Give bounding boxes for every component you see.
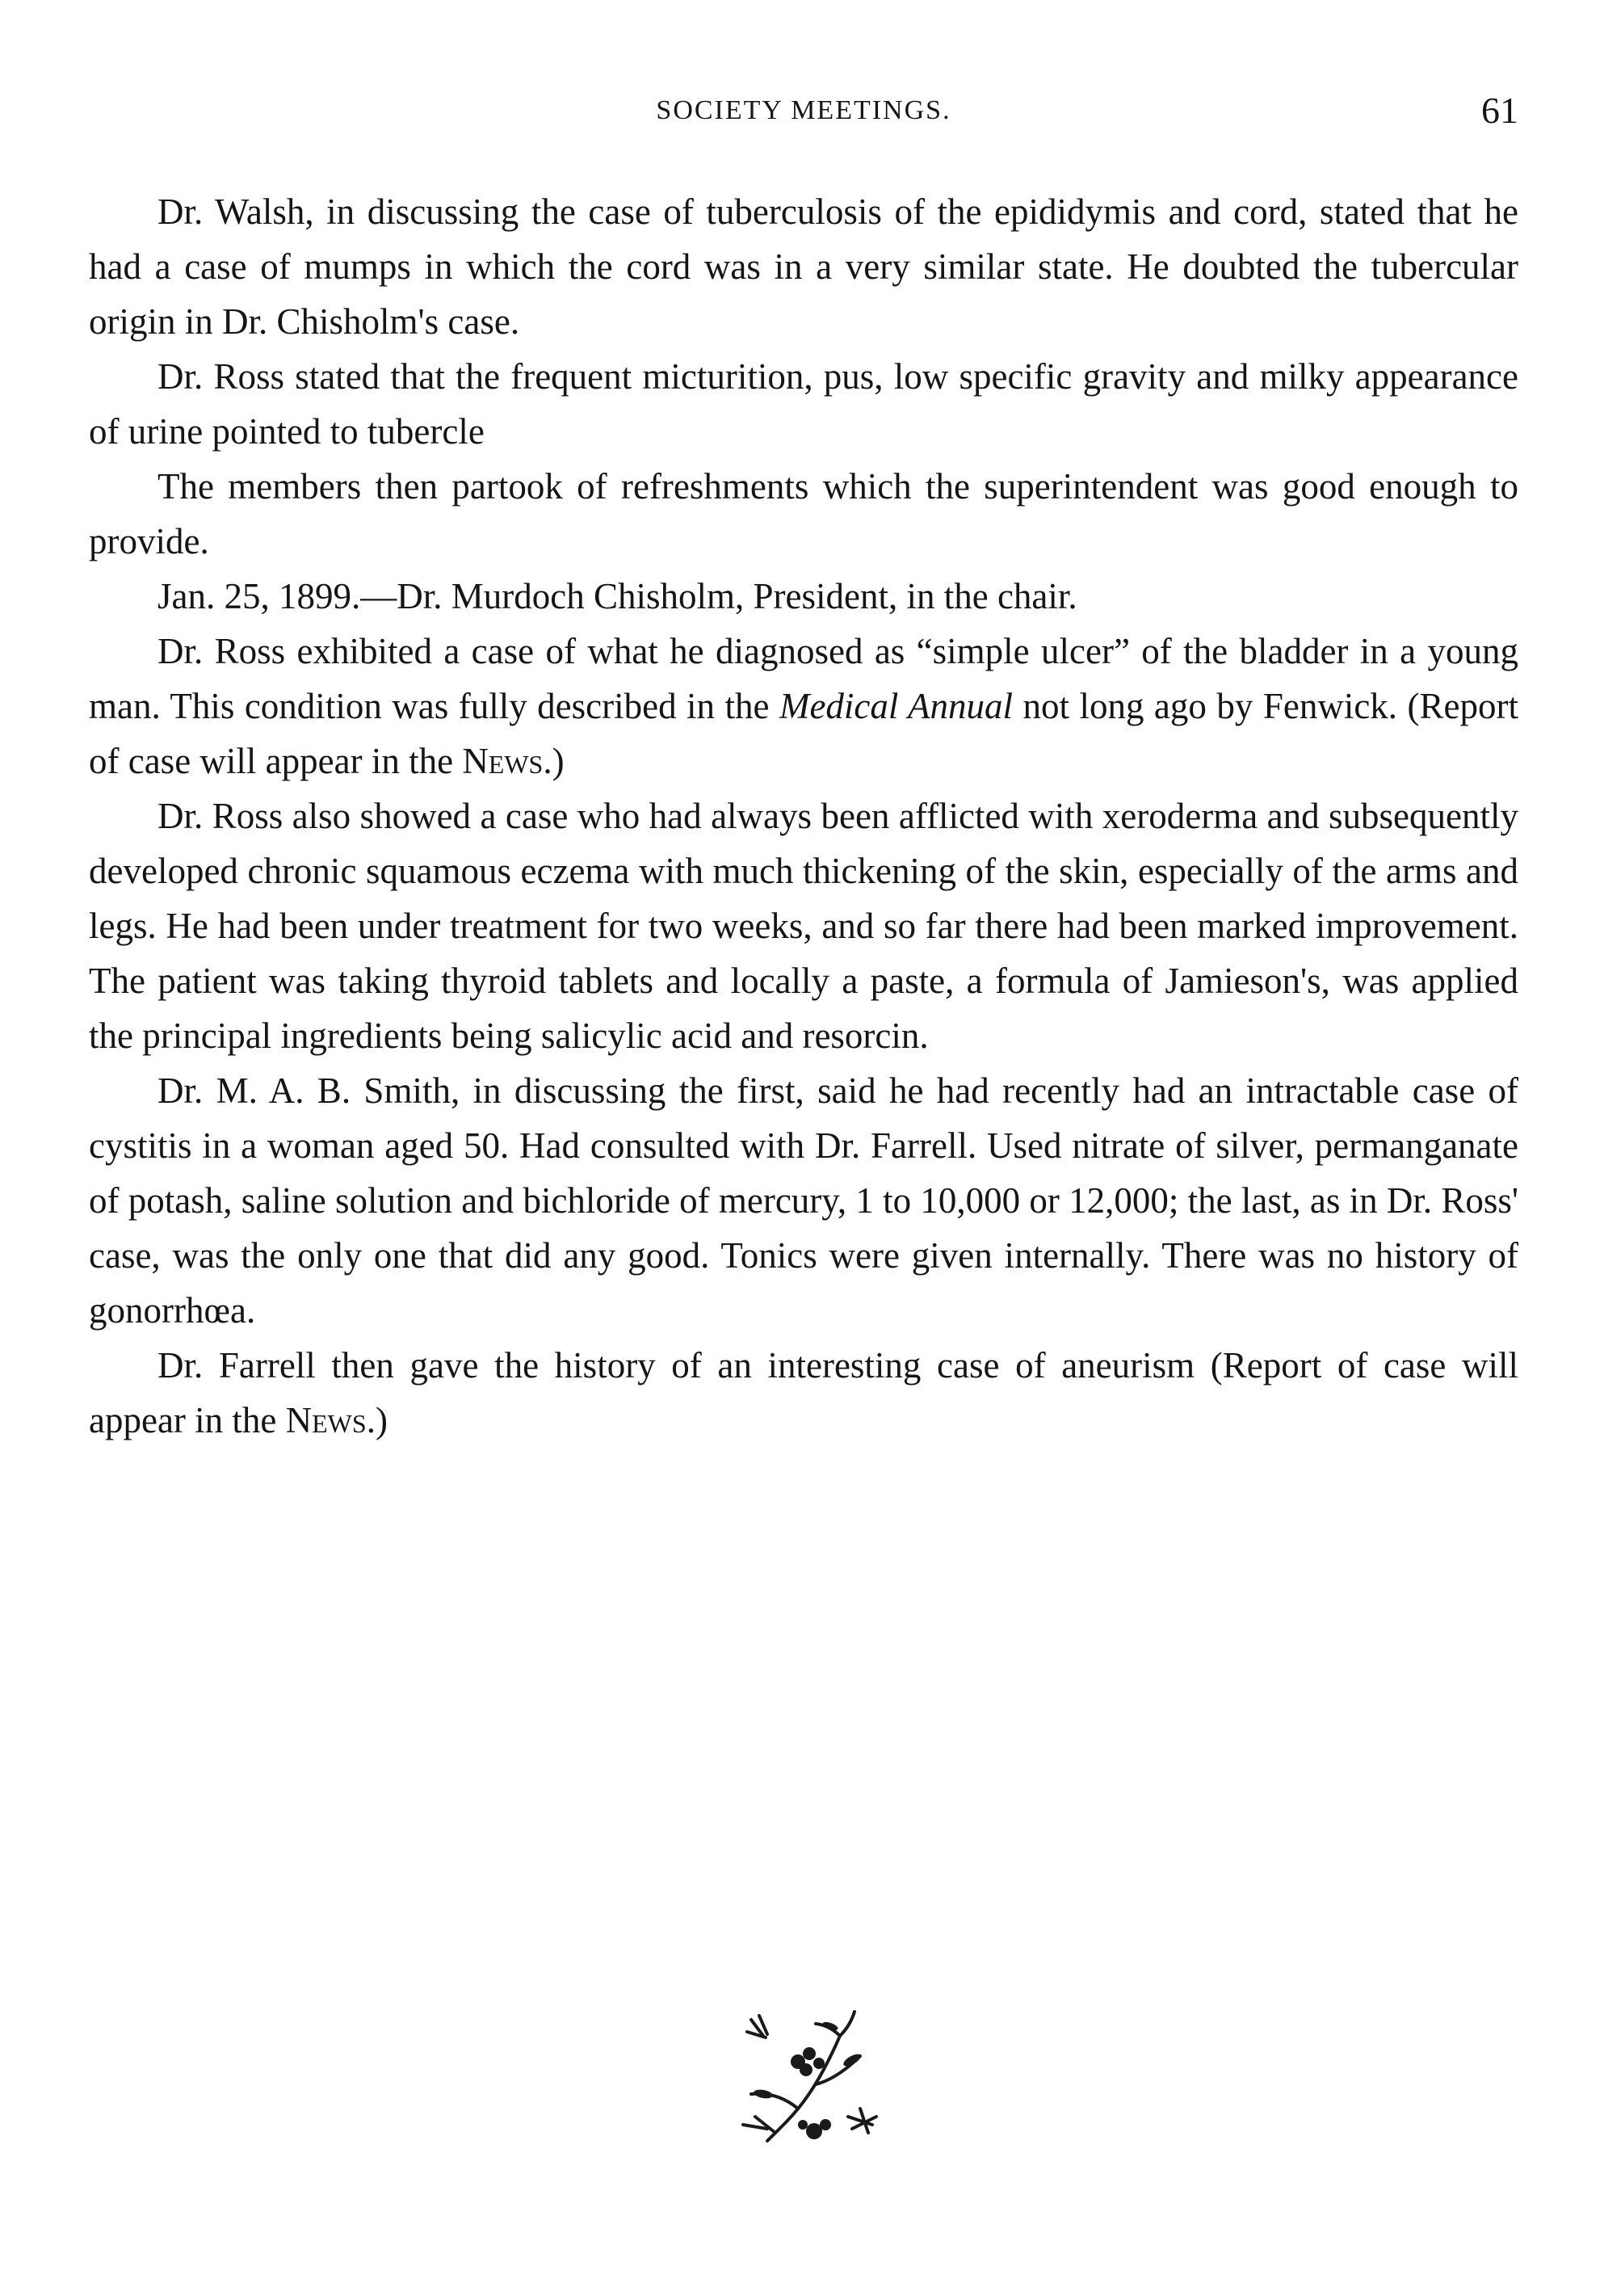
body-text <box>89 184 1518 1448</box>
paragraph-text: .) <box>366 1400 388 1440</box>
running-title: SOCIETY MEETINGS. <box>656 95 951 125</box>
journal-title: Medical Annual <box>779 686 1014 726</box>
paragraph-refreshments: The members then partook of refreshments which the superintendent was good enough to provide. <box>89 466 1518 561</box>
paragraph-text: .) <box>543 741 565 781</box>
floral-ornament-icon <box>719 2004 888 2157</box>
paragraph-walsh-discussion: Dr. Walsh, in discussing the case of tuberculosis of the epididymis and cord, stated that he had a case of mumps in which the cord was in a very similar state. He doubted the tubercular origin in Dr. Chisholm's case. <box>89 191 1518 342</box>
running-header <box>89 89 1518 137</box>
paragraph-smith-cystitis: Dr. M. A. B. Smith, in discussing the first, said he had recently had an intractable case of cystitis in a woman aged 50. Had consulted with Dr. Farrell. Used nitrate of silver, permanganate of potash, saline solution and bichloride of mercury, 1 to 10,000 or 12,000; the last, as in Dr. Ross' case, was the only one that did any good. Tonics were given internally. There was no history of gonorrhœa. <box>89 1070 1518 1331</box>
paragraph-farrell-aneurism <box>89 1338 1518 1448</box>
page-number: 61 <box>1481 90 1518 131</box>
paragraph-text: Dr. Farrell then gave the history of an interesting case of aneurism (Report of case will appear in the <box>89 1345 1518 1440</box>
paragraph-xeroderma-case: Dr. Ross also showed a case who had always been afflicted with xeroderma and subsequently developed chronic squamous eczema with much thickening of the skin, especially of the arms and legs. He had been under treatment for two weeks, and so far there had been marked improvement. The patient was taking thyroid tablets and locally a paste, a formula of Jamieson's, was applied the principal ingredients being salicylic acid and resorcin. <box>89 796 1518 1056</box>
paragraph-ross-statement: Dr. Ross stated that the frequent micturition, pus, low specific gravity and milky appearance of urine pointed to tubercle <box>89 356 1518 452</box>
news-reference: News <box>462 741 544 781</box>
paragraph-text: Dr. Ross exhibited a case of what he diagnosed as “simple ulcer” of the bladder in a young man. This condition was fully described in the <box>89 631 1518 726</box>
news-reference: News <box>285 1400 367 1440</box>
paragraph-simple-ulcer-case <box>89 624 1518 788</box>
paragraph-text: not long ago by Fenwick. (Report of case will appear in the <box>89 686 1518 781</box>
paragraph-meeting-date: Jan. 25, 1899.—Dr. Murdoch Chisholm, President, in the chair. <box>157 576 1077 616</box>
